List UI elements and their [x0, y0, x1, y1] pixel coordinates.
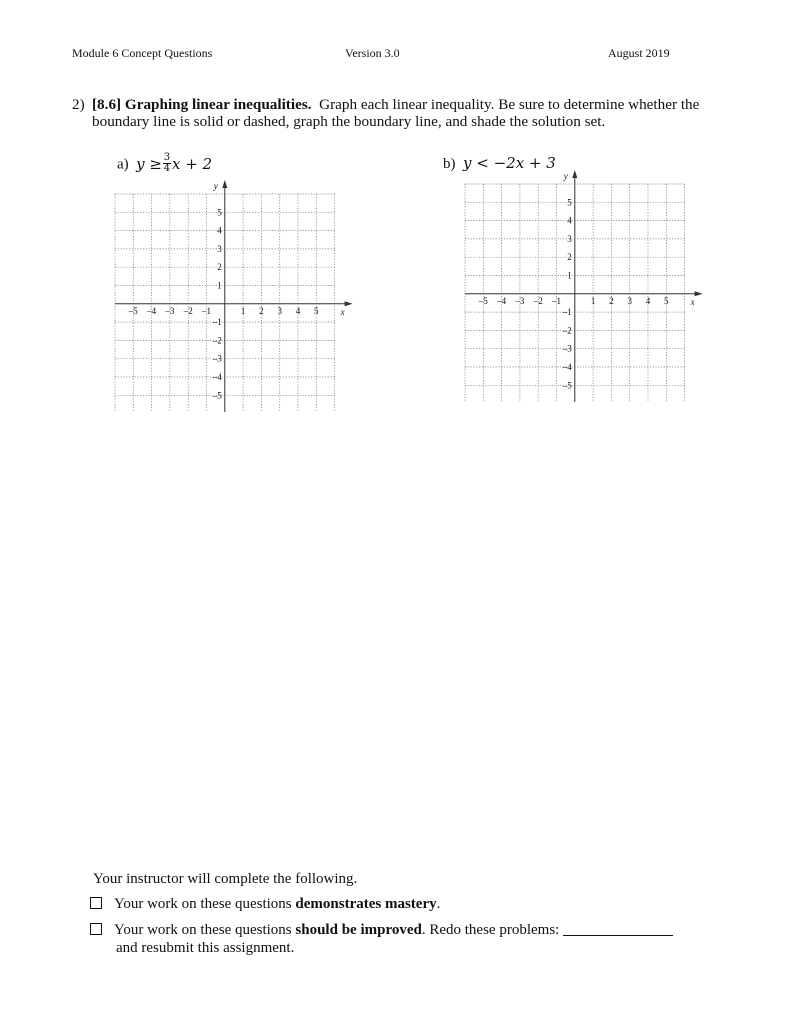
improve-text-bold: should be improved	[295, 922, 422, 938]
graph-b-svg[interactable]	[455, 168, 703, 402]
graph-b-y-tick: 3	[567, 233, 572, 244]
mastery-text-bold: demonstrates mastery	[295, 896, 437, 912]
graph-b-x-tick: 5	[664, 295, 669, 306]
graph-a-y-tick: –2	[212, 335, 222, 346]
resubmit-text: and resubmit this assignment.	[116, 940, 295, 956]
graph-b-x-label: x	[690, 296, 695, 307]
part-b-letter: b)	[443, 156, 456, 172]
graph-a-x-tick: 4	[295, 305, 301, 316]
graph-b-x-tick: –5	[478, 295, 488, 306]
graph-b-y-tick: 5	[567, 197, 572, 208]
part-a-fraction	[163, 153, 171, 174]
part-a-lhs: y ≥	[136, 154, 162, 173]
graph-a-x-tick: –3	[165, 305, 175, 316]
graph-b-x-tick: 2	[609, 295, 614, 306]
graph-b-x-tick: –3	[515, 295, 525, 306]
header-version: Version 3.0	[345, 46, 400, 60]
graph-b-y-tick: 1	[567, 270, 572, 281]
part-a-label	[117, 154, 212, 175]
graph-b-y-tick: –1	[562, 307, 572, 318]
graph-b-y-arrow	[572, 170, 577, 178]
graph-b-x-tick: 1	[590, 295, 596, 306]
header-module: Module 6 Concept Questions	[72, 46, 213, 60]
part-a-inequality	[136, 152, 213, 174]
part-a-frac-num: 3	[163, 152, 171, 163]
graph-a-y-arrow	[222, 180, 227, 188]
graph-a-y-tick: –1	[212, 317, 222, 328]
part-a-letter: a)	[117, 156, 129, 173]
question-text	[92, 96, 732, 130]
graph-b-x-tick: –4	[497, 295, 507, 306]
graph-b[interactable]	[455, 168, 703, 402]
header-date: August 2019	[608, 46, 670, 60]
graph-a-y-tick: –3	[212, 353, 222, 364]
graph-a-y-tick: 2	[217, 262, 222, 273]
graph-b-x-tick: –1	[552, 295, 561, 306]
graph-a-x-arrow	[345, 301, 353, 306]
graph-a-y-tick: –4	[212, 372, 222, 382]
redo-problems-blank[interactable]	[563, 922, 673, 936]
graph-a-y-tick: 3	[217, 243, 222, 254]
graph-a-x-tick: 5	[314, 305, 319, 316]
graph-a-y-tick: –5	[212, 390, 222, 401]
graph-a-x-tick: 3	[277, 305, 282, 316]
improve-option	[90, 921, 673, 939]
graph-a-x-tick: –2	[183, 305, 193, 316]
graph-a-y-tick: 5	[217, 207, 222, 218]
graph-b-y-tick: –4	[562, 362, 572, 372]
part-a-rhs: x + 2	[171, 154, 213, 173]
improve-text-pre: Your work on these questions	[114, 922, 296, 938]
graph-b-y-tick: –3	[562, 343, 572, 354]
mastery-checkbox[interactable]	[90, 897, 102, 909]
graph-b-y-tick: 4	[567, 215, 572, 226]
graph-b-y-tick: –2	[562, 325, 572, 336]
graph-a-x-tick: –4	[147, 305, 157, 316]
question-tag: [8.6] Graphing linear inequalities.	[92, 96, 312, 113]
graph-a-x-tick: –5	[128, 305, 138, 316]
graph-b-x-tick: 3	[627, 295, 632, 306]
graph-a-x-label: x	[340, 306, 345, 317]
graph-a-y-label: y	[213, 181, 218, 191]
instructor-intro: Your instructor will complete the following.	[93, 871, 358, 887]
question-instructions: Graph each linear inequality. Be sure to determine whether the boundary line is solid or dashed, graph the boundary line, and shade the solution set.	[92, 96, 700, 130]
mastery-option	[90, 895, 440, 913]
graph-b-y-label: y	[563, 171, 568, 181]
graph-b-y-tick: –5	[562, 380, 572, 391]
mastery-text-pre: Your work on these questions	[114, 896, 296, 912]
graph-b-y-tick: 2	[567, 252, 572, 263]
graph-b-x-tick: 4	[645, 295, 651, 306]
improve-text-post: . Redo these problems:	[421, 922, 560, 938]
graph-a-x-tick: –1	[202, 305, 211, 316]
graph-a-y-tick: 1	[217, 280, 222, 291]
graph-b-x-tick: –2	[533, 295, 543, 306]
graph-a-x-tick: 1	[240, 305, 246, 316]
graph-a-svg[interactable]	[105, 178, 353, 412]
part-b-inequality: y < −2x + 3	[463, 154, 556, 172]
graph-a-y-tick: 4	[217, 225, 222, 236]
mastery-text-post: .	[436, 896, 441, 912]
graph-a[interactable]	[105, 178, 353, 412]
part-a-frac-den: 4	[163, 163, 171, 174]
improve-checkbox[interactable]	[90, 923, 102, 935]
graph-a-x-tick: 2	[259, 305, 264, 316]
question-number: 2)	[72, 96, 85, 113]
graph-b-x-arrow	[695, 291, 703, 296]
